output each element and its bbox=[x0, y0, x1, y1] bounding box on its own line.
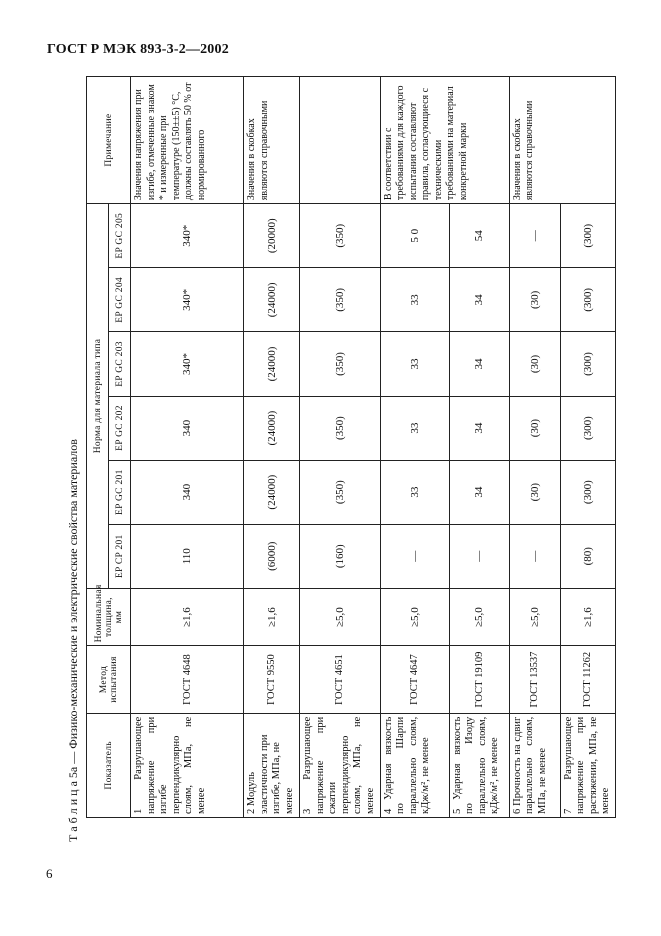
row-value: 34 bbox=[449, 396, 509, 460]
row-value: (300) bbox=[560, 268, 615, 332]
table-row bbox=[380, 77, 449, 818]
row-note: Значения в скобках являются справочными bbox=[244, 77, 300, 204]
row-note: В соответствии с требованиями для каждого испытания составляют правила, согласующиеся с техническими требованиями на материал конкретной марки bbox=[380, 77, 509, 204]
row-value: (350) bbox=[300, 460, 381, 524]
row-method: ГОСТ 19109 bbox=[449, 646, 509, 713]
row-value: — bbox=[380, 524, 449, 588]
row-method: ГОСТ 4647 bbox=[380, 646, 449, 713]
header-thickness: Номинальная толщина, мм bbox=[87, 588, 131, 646]
row-value: (350) bbox=[300, 396, 381, 460]
row-label: 6 Прочность на сдвиг параллельно слоям, МПа, не менее bbox=[509, 713, 560, 817]
document-code-header: ГОСТ Р МЭК 893-3-2—2002 bbox=[47, 42, 229, 57]
row-value: (30) bbox=[509, 332, 560, 396]
header-type: EP GC 204 bbox=[109, 268, 131, 332]
header-method: Метод испытания bbox=[87, 646, 131, 713]
row-value: 340* bbox=[131, 268, 244, 332]
row-value: 34 bbox=[449, 332, 509, 396]
row-label: 4 Ударная вязкость по Шарпи параллельно слоям, кДж/м², не менее bbox=[380, 713, 449, 817]
row-value: (30) bbox=[509, 396, 560, 460]
header-type: EP CP 201 bbox=[109, 524, 131, 588]
table-caption-title: — Физико-механические и электрические свойства материалов bbox=[66, 439, 80, 767]
table-row bbox=[244, 77, 300, 818]
row-value: 33 bbox=[380, 396, 449, 460]
row-method: ГОСТ 4648 bbox=[131, 646, 244, 713]
table-row bbox=[509, 77, 560, 818]
properties-table-container bbox=[86, 76, 613, 818]
row-value: (300) bbox=[560, 332, 615, 396]
row-note bbox=[300, 77, 381, 204]
row-value: (300) bbox=[560, 204, 615, 268]
row-value: (30) bbox=[509, 460, 560, 524]
row-thickness: ≥5,0 bbox=[380, 588, 449, 646]
table-caption-prefix: Т а б л и ц а 5а bbox=[66, 766, 80, 842]
row-thickness: ≥1,6 bbox=[560, 588, 615, 646]
row-value: (30) bbox=[509, 268, 560, 332]
row-value: 34 bbox=[449, 460, 509, 524]
row-thickness: ≥1,6 bbox=[131, 588, 244, 646]
row-label: 7 Разрушающее напряжение при растяжении, МПа, не менее bbox=[560, 713, 615, 817]
properties-table bbox=[86, 76, 616, 818]
header-type: EP GC 203 bbox=[109, 332, 131, 396]
row-value: 33 bbox=[380, 268, 449, 332]
row-thickness: ≥5,0 bbox=[509, 588, 560, 646]
row-value: 340* bbox=[131, 332, 244, 396]
row-value: (300) bbox=[560, 396, 615, 460]
row-value: (160) bbox=[300, 524, 381, 588]
table-row bbox=[131, 77, 244, 818]
row-value: (20000) bbox=[244, 204, 300, 268]
row-method: ГОСТ 11262 bbox=[560, 646, 615, 713]
row-value: 340* bbox=[131, 204, 244, 268]
table-caption bbox=[66, 439, 81, 842]
row-note: Значения в скобках являются справочными bbox=[509, 77, 615, 204]
header-type: EP GC 201 bbox=[109, 460, 131, 524]
row-label: 2 Модуль эластичности при изгибе, МПа, не менее bbox=[244, 713, 300, 817]
row-value: (24000) bbox=[244, 396, 300, 460]
row-value: 54 bbox=[449, 204, 509, 268]
row-method: ГОСТ 13537 bbox=[509, 646, 560, 713]
row-value: 33 bbox=[380, 332, 449, 396]
row-note: Значения напряжения при изгибе, отмеченные знаком * и измеренные при температуре (150±±5) °С, должны составлять 50 % от нормированного bbox=[131, 77, 244, 204]
header-note: Примечание bbox=[87, 77, 131, 204]
header-indicator: Показатель bbox=[87, 713, 131, 817]
row-value: 340 bbox=[131, 396, 244, 460]
row-thickness: ≥5,0 bbox=[449, 588, 509, 646]
row-value: (350) bbox=[300, 268, 381, 332]
row-value: (350) bbox=[300, 332, 381, 396]
row-label: 1 Разрушающее напряжение при изгибе перпендикулярно слоям, МПа, не менее bbox=[131, 713, 244, 817]
row-method: ГОСТ 4651 bbox=[300, 646, 381, 713]
row-thickness: ≥1,6 bbox=[244, 588, 300, 646]
row-value: 33 bbox=[380, 460, 449, 524]
row-value: 5 0 bbox=[380, 204, 449, 268]
header-norm-group: Норма для материала типа bbox=[87, 204, 109, 589]
row-value: — bbox=[509, 524, 560, 588]
row-value: (6000) bbox=[244, 524, 300, 588]
header-type: EP GC 202 bbox=[109, 396, 131, 460]
row-value: — bbox=[449, 524, 509, 588]
row-value: (24000) bbox=[244, 460, 300, 524]
row-value: (350) bbox=[300, 204, 381, 268]
row-thickness: ≥5,0 bbox=[300, 588, 381, 646]
row-label: 3 Разрушающее напряжение при сжатии перпендикулярно слоям, МПа, не менее bbox=[300, 713, 381, 817]
row-label: 5 Ударная вязкость по Изоду параллельно слоям, кДж/м², не менее bbox=[449, 713, 509, 817]
row-value: (80) bbox=[560, 524, 615, 588]
table-row bbox=[300, 77, 381, 818]
row-value: 340 bbox=[131, 460, 244, 524]
row-method: ГОСТ 9550 bbox=[244, 646, 300, 713]
header-type: EP GC 205 bbox=[109, 204, 131, 268]
row-value: (24000) bbox=[244, 268, 300, 332]
row-value: — bbox=[509, 204, 560, 268]
page-number: 6 bbox=[46, 866, 53, 881]
row-value: 34 bbox=[449, 268, 509, 332]
row-value: (300) bbox=[560, 460, 615, 524]
row-value: (24000) bbox=[244, 332, 300, 396]
row-value: 110 bbox=[131, 524, 244, 588]
